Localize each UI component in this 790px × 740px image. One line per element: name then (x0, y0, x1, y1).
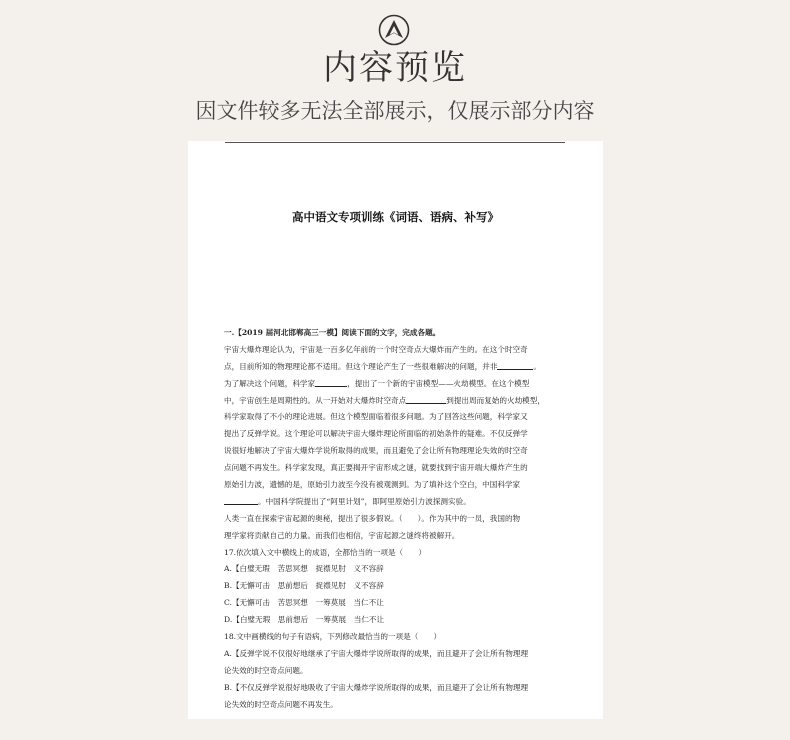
option-d: D.【白璧无瑕 思前想后 一筹莫展 当仁不让 (224, 615, 385, 625)
page-subtitle: 因文件较多无法全部展示，仅展示部分内容 (195, 99, 595, 123)
passage-line: 理学家将贡献自己的力量。而我们也相信，宇宙起源之谜终将被解开。 (224, 530, 460, 540)
document-title: 高中语文专项训练《词语、语病、补写》 (292, 210, 499, 224)
passage-line: 提出了反弹学说。这个理论可以解决宇宙大爆炸理论所面临的初始条件的疑难。不仅反弹学 (224, 429, 528, 439)
passage-line: 科学家取得了不小的理论进展。但这个模型面临着很多问题。为了回答这些问题，科学家又 (224, 412, 528, 422)
option-a-line: A.【反弹学说不仅很好地继承了宇宙大爆炸学说所取得的成果，而且避开了会让所有物理理 (224, 648, 529, 658)
option-b-line: 论失效的时空奇点问题不再发生。 (224, 699, 338, 709)
option-a: A.【白璧无瑕 苦思冥想 捉襟见肘 义不容辞 (224, 564, 384, 574)
fill-blank-4 (224, 495, 258, 505)
question-18-stem: 18.文中画横线的句子有语病，下列修改最恰当的一项是（ ） (224, 632, 442, 642)
question-header: 一.【2019 届河北邯郸高三一模】阅读下面的文字，完成各题。 (224, 328, 441, 337)
compass-arrow-icon (378, 14, 410, 46)
option-b: B.【无懈可击 思前想后 捉襟见肘 义不容辞 (224, 581, 384, 591)
option-c: C.【无懈可击 苦思冥想 一筹莫展 当仁不让 (224, 598, 384, 608)
passage-line: 点，目前所知的物理理论都不适用。但这个理论产生了一些很难解决的问题，并非 。 (224, 361, 541, 371)
question-17-stem: 17.依次填入文中横线上的成语，全都恰当的一项是（ ） (224, 547, 426, 557)
document-body (224, 325, 566, 713)
fill-blank-1 (497, 360, 533, 370)
divider (225, 142, 565, 143)
passage-line: 中，宇宙创生是周期性的。从一开始对大爆炸时空奇点 到提出周而复始的火劫模型， (224, 395, 545, 405)
passage-line: 人类一直在探索宇宙起源的奥秘，提出了很多假说。（ ）。作为其中的一员，我国的物 (224, 513, 521, 523)
document-preview-page (188, 141, 603, 719)
fill-blank-2 (315, 377, 347, 387)
fill-blank-3 (406, 394, 446, 404)
option-b-line: B.【不仅反弹学说很好地吸收了宇宙大爆炸学说所取得的成果，而且避开了会让所有物理理 (224, 682, 529, 692)
passage-line: 为了解决这个问题，科学家 ，提出了一个新的宇宙模型——火劫模型。在这个模型 (224, 378, 530, 388)
page-title: 内容预览 (323, 48, 467, 88)
passage-line: 。中国科学院提出了“阿里计划”，即阿里原始引力波探测实验。 (224, 494, 566, 511)
passage-line: 点问题不再发生。科学家发现，真正要揭开宇宙形成之谜，就要找到宇宙开端大爆炸产生的 (224, 463, 528, 473)
passage-line: 说很好地解决了宇宙大爆炸学说所取得的成果，而且避免了会让所有物理理论失效的时空奇 (224, 446, 528, 456)
passage-line: 原始引力波，遗憾的是，原始引力波至今没有被观测到。为了填补这个空白，中国科学家 (224, 480, 521, 490)
option-a-line: 论失效的时空奇点问题。 (224, 665, 308, 675)
passage-line: 宇宙大爆炸理论认为，宇宙是一百多亿年前的一个时空奇点大爆炸而产生的。在这个时空奇 (224, 344, 528, 354)
